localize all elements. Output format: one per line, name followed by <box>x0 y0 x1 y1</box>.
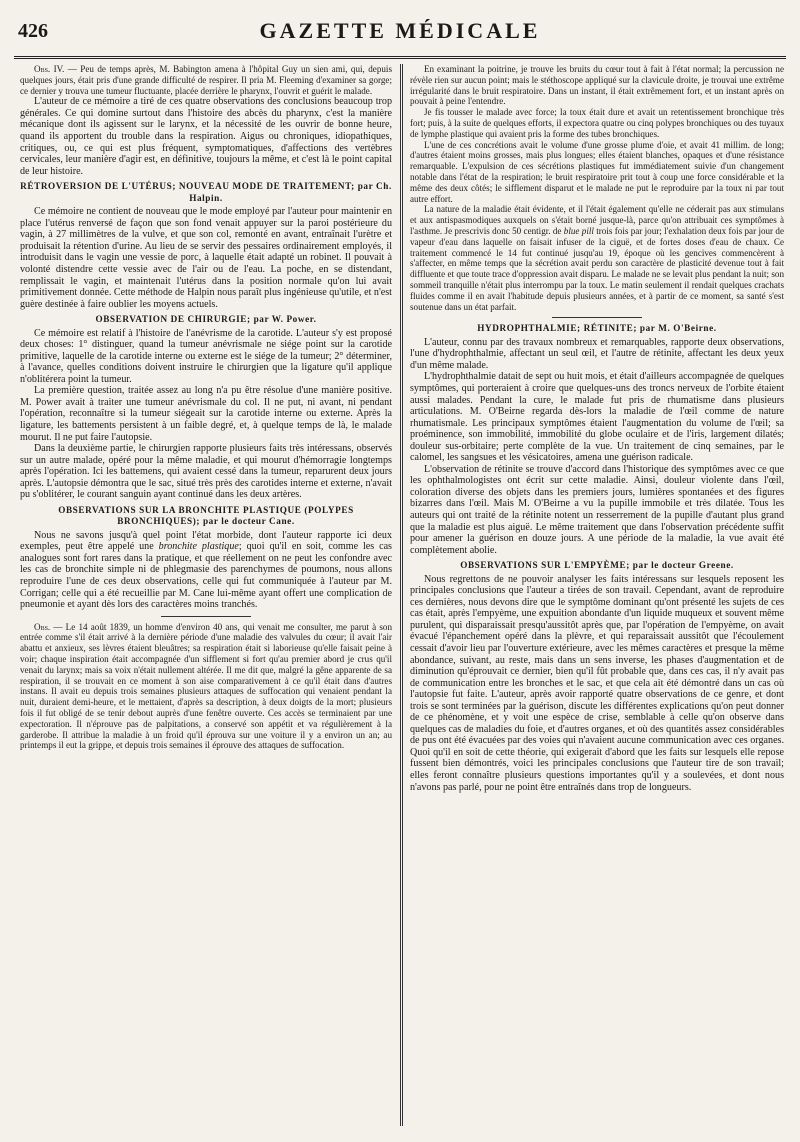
column-divider <box>400 64 403 1126</box>
header-rule <box>14 56 786 59</box>
paragraph-conclusions: L'auteur de ce mémoire a tiré de ces quatre observations des conclusions beaucoup trop générales. Ce qui domine surtout dans l'histoire des abcès du pharynx, c'est la manière mécanique dont ils agissent sur le larynx, et la nécessité de les ouvrir de bonne heure, quand ils apportent du trouble dans la respiration. Aigus ou chroniques, idiopathiques, critiques, ou, ce qui est plus fréquent, symptomatiques, d'affections des vertèbres cervicales, leur manière d'agir est, en définitive, toujours la même, et c'est là le point capital de leur histoire. <box>20 96 392 177</box>
paragraph-auteur-obeirne: L'auteur, connu par des travaux nombreux et remarquables, rapporte deux observations, l'une d'hydrophthalmie, affectant un seul œil, et l'autre de rétinite, affectant les deux yeux d'un même malade. <box>410 336 784 371</box>
paragraph-deuxieme-partie: Dans la deuxième partie, le chirurgien rapporte plusieurs faits très intéressans, observés sur un autre malade, opéré pour la même maladie, et qui mourut d'hémorragie longtemps après l'opération. Ici les battemens, qui avaient cessé dans la tumeur, reparurent deux jours après. L'autopsie démontra que le sac, situé très près des carotides interne et externe, n'avait pu s'oblitérer, le courant sanguin ayant continué dans les deux artères. <box>20 443 392 501</box>
paragraph-retinite: L'observation de rétinite se trouve d'accord dans l'historique des symptômes avec ce que les ophthalmologistes ont écrit sur cette maladie. Ainsi, douleur violente dans l'œil, coloration diverse des objets dans les premiers jours, lumières spontanées et des figures bizarres dans l'œil. Mais M. O'Beirne a vu la pupille immobile et très dilatée. Tous les auteurs qui ont traité de la rétinite notent un resserrement de la pupille d'autant plus grand que la maladie est plus aiguë. Le même traitement que dans l'observation précédente suffit pour amener la guérison en douze jours. A une période de la maladie, la vue avait été complètement abolie. <box>410 463 784 556</box>
bronchite-italic-term: bronchite plastique <box>158 541 239 553</box>
traitement-italic-term: blue pill <box>563 225 594 236</box>
observation-iv <box>20 64 392 96</box>
paragraph-bronchite <box>20 530 392 611</box>
page-number: 426 <box>18 20 48 42</box>
observation-corrigan-text: — Le 14 août 1839, un homme d'environ 40 ans, qui venait me consulter, me parut à son entrée comme s'il était arrivé à la dernière période d'une maladie des valvules du cœur; il avait l'air abattu et anxieux, ses lèvres étaient bleuâtres; sa respiration était si laborieuse qu'elle faisait peine à voir; chaque inspiration était accompagnée d'un sifflement si fort qu'au premier abord je crus qu'il venait du larynx; mais sa voix n'était nullement altérée. Il me dit que, malgré la gêne apparente de sa respiration, il se trouvait en ce moment à son aise comparativement à ce qu'il était dans d'autres instans. Il avait eu depuis trois semaines plusieurs attaques de suffocation qui venaient pendant la nuit, duraient demi-heure, et le mettaient, d'après sa description, à deux doigts de la mort; plusieurs fois il fut obligé de se tenir debout auprès d'une fenêtre ouverte. Ces accès se terminaient par une expectoration. Il n'éprouve pas de palpitations, a conservé son appétit et va régulièrement à la garderobe. Il attribue la maladie à un froid qu'il éprouva sur une voiture il y a environ un an; au printemps il eut la grippe, et depuis trois semaines il éprouve des attaques de suffocation. <box>20 621 392 751</box>
observation-corrigan-lead: Obs. <box>34 621 51 632</box>
traitement-text-a: La nature de la maladie était évidente, et il l'était également qu'elle ne céderait pas aux stimulans et aux antispasmodiques auxquels on s'était borné jusque-là, parce qu'on attribuait ces symptômes à l'asthme. Je prescrivis donc 50 centigr. de <box>410 204 784 236</box>
observation-corrigan <box>20 622 392 752</box>
paragraph-traitement <box>410 204 784 312</box>
section-heading-chirurgie: OBSERVATION DE CHIRURGIE; par W. Power. <box>95 314 317 325</box>
observation-iv-lead: Obs. IV. <box>34 64 65 74</box>
paragraph-toux: Je fis tousser le malade avec force; la toux était dure et avait un retentissement bronchique très fort; puis, à la suite de quelques efforts, il expectora quatre ou cinq polypes bronchiques ou des tuyaux de lymphe plastique qui avaient pris la forme des tubes bronchiques. <box>410 107 784 139</box>
right-column <box>410 64 784 1126</box>
paragraph-concretions: L'une de ces concrétions avait le volume d'une grosse plume d'oie, et avait 41 millim. de long; d'autres étaient moins grosses, mais plus longues; elles étaient blanches, opaques et d'une résistance remarquable. L'expulsion de ces sécrétions plastiques fut immédiatement suivie d'un changement notable dans l'état de la respiration; le bruit respiratoire prit tout à coup une force considérable et la même des deux côtés; le sifflement disparut et le malade ne put le reproduire par la toux ni par tout autre effort. <box>410 139 784 204</box>
separator-rule-right <box>552 317 642 318</box>
paragraph-premiere-question: La première question, traitée assez au long n'a pu être résolue d'une manière positive. M. Power avait à traiter une tumeur anévrismale du col. Il ne put, ni avant, ni pendant l'opération, reconnaître si la tumeur siégeait sur la carotide interne ou externe. Après la ligature, les battements persistent à un faible degré, et, à quelque temps de là, le malade mourut. Il ne put faire l'autopsie. <box>20 385 392 443</box>
separator-rule <box>161 616 251 617</box>
traitement-text-b: trois fois par jour; l'exhalation deux fois par jour de vapeur d'eau dans laquelle on faisait infuser de la ciguë, et de fortes doses d'eau de chaux. Ce traitement commencé le 14 fut continué jusqu'au 19, époque où les gencives commencèrent à s'affecter, en même temps que la sécrétion avait perdu son caractère de plasticité devenue tout à fait diffluente et que toute trace d'oppression avait disparu. Le malade ne se levait plus pendant la nuit; son sommeil tranquille n'était plus interrompu par la toux. Le matin seulement il rendait quelques crachats fluides comme il en avait l'habitude depuis plusieurs années, et à partir de ce moment, sa santé s'est soutenue dans un état parfait. <box>410 225 784 312</box>
section-heading-hydrophthalmie: HYDROPHTHALMIE; RÉTINITE; par M. O'Beirne. <box>477 323 717 334</box>
section-heading-retroversion: RÉTROVERSION DE L'UTÉRUS; NOUVEAU MODE DE TRAITEMENT; par Ch. Halpin. <box>20 181 392 203</box>
page-header <box>14 14 786 50</box>
left-column <box>20 64 392 1126</box>
paragraph-retroversion: Ce mémoire ne contient de nouveau que le mode employé par l'auteur pour maintenir en place l'utérus renversé de façon que son fond venait appuyer sur la paroi postérieure du vagin, à 27 millimètres de la vulve, et que son col, remonté en avant, entraînait l'urètre et produisait la rétention d'urine. Au lieu de se servir des pessaires ordinairement employés, il introduisit dans le vagin une vessie de porc, à laquelle était adapté un robinet. Il pouvait à volonté distendre cette vessie avec de l'air ou de l'eau. La poche, en se distendant, remplissait le vagin, et maintenait l'utérus dans la position normale qu'on lui avait primitivement donnée. Cette méthode de Halpin nous paraît plus ingénieuse qu'utile, et n'est guère destinée à faire oublier les moyens actuels. <box>20 206 392 310</box>
paragraph-carotide: Ce mémoire est relatif à l'histoire de l'anévrisme de la carotide. L'auteur s'y est proposé deux choses: 1° distinguer, quand la tumeur anévrismale ne siége point sur la carotide primitive, laquelle de la carotide interne ou externe est le siége de la tumeur; 2° déterminer, à l'avance, quelles conditions doivent instruire le chirurgien que la ligature qu'il applique n'oblitérera point la tumeur. <box>20 327 392 385</box>
bronchite-text-a: Nous ne savons jusqu'à quel point l'état morbide, dont l'auteur rapporte ici deux exemples, peut être appelé une <box>20 529 392 553</box>
bronchite-text-b: ; quoi qu'il en soit, comme les cas analogues sont fort rares dans la pratique, et que réellement on ne peut les confondre avec les cas de bronchite simple ni de phlegmasie des parenchymes de poumons, nous allons reproduire l'une de ces deux observations, celle qui fut communiquée à l'auteur par M. Corrigan; celle qui a été recueillie par M. Cane lui-même ayant offert une complication de pneumonie et ayant dès lors des caractères moins tranchés. <box>20 541 392 611</box>
section-heading-empyeme: OBSERVATIONS SUR L'EMPYÈME; par le docteur Greene. <box>460 560 734 571</box>
observation-iv-text: — Peu de temps après, M. Babington amena à l'hôpital Guy un sien ami, qui, depuis quelques jours, était pris d'une grande difficulté de respirer. Il pria M. Fleeming d'examiner sa gorge; ce dernier y trouva une tumeur fluctuante, placée derrière le pharynx, l'ouvrit et guérit le malade. <box>20 64 392 96</box>
paragraph-poitrine: En examinant la poitrine, je trouve les bruits du cœur tout à fait à l'état normal; la percussion ne révèle rien sur aucun point; mais le stéthoscope appliqué sur la clavicule droite, je trouvai une extrême irrégularité dans le bruit respiratoire. Dans un instant, il était extrêmement fort, et un instant après on pouvait à peine l'entendre. <box>410 64 784 107</box>
paragraph-empyeme: Nous regrettons de ne pouvoir analyser les faits intéressans sur lesquels reposent les principales conclusions que l'auteur a tirées de son travail. Cependant, avant de reproduire ces dernières, nous devons dire que le symptôme dominant qu'ont présenté les sujets de ces cas était, après l'empyème, une expuition abondante d'un liquide muqueux et souvent même purulent, qui disparaissait presqu'aussitôt après que, par l'opération de l'empyème, on avait évacué l'épanchement opéré dans la plèvre, et qui reparaissait aussitôt que l'écoulement cessait d'avoir lieu par l'ouverture extérieure, avec les mêmes caractères et presque la même abondance, suivant, au reste, mais dans un sens inverse, les phases d'augmentation et de diminution qu'éprouvait ce dernier, bien qu'il fût probable que, dans ces cas, il n'y avait pas de communication entre les bronches et le sac, et que cela ait été démontré dans un cas où l'autopsie fut faite. L'auteur, après avoir rapporté quatre observations de ce genre, et dont trois se sont terminées par la guérison, discute les différentes explications qu'on peut donner de ce phénomène, et y voit une espèce de crise, semblable à celle qu'on observe dans quelques cas de maladies du foie, et d'autres organes, et où des quantités assez considérables de pus ont été évacuées par des voies qui n'avaient aucune communication avec ces organes. Quoi qu'il en soit de cette théorie, qui exigerait d'abord que les faits sur lesquels elle repose fussent bien démontrés, voici les principales conclusions que l'auteur tire de son travail; elles feront connaître plusieurs questions importantes qu'il y a soulevées, et dont nous n'avons pas parlé, pour ne point être entraînés dans trop de longueurs. <box>410 573 784 793</box>
paragraph-hydrophthalmie: L'hydrophthalmie datait de sept ou huit mois, et était d'ailleurs accompagnée de quelques symptômes, qui porteraient à croire que quelques-uns des troncs nerveux de l'orbite étaient aussi malades. Pendant la cure, le malade fut pris de rhumatisme dans plusieurs articulations. M. O'Beirne regarda dès-lors la maladie de l'œil comme de nature rhumatismale. Les principaux symptômes étaient l'augmentation du volume de l'œil; sa proéminence, son immobilité, immobilité du globe oculaire et de l'iris, largement dilatés; douleur sus-orbitaire; perte complète de la vue. Un traitement de cinq semaines, par le calomel, les sangsues et les vésicatoires, amena une guérison radicale. <box>410 371 784 464</box>
journal-title: GAZETTE MÉDICALE <box>259 18 541 43</box>
section-heading-bronchite: OBSERVATIONS SUR LA BRONCHITE PLASTIQUE (POLYPES BRONCHIQUES); par le docteur Cane. <box>58 504 354 527</box>
